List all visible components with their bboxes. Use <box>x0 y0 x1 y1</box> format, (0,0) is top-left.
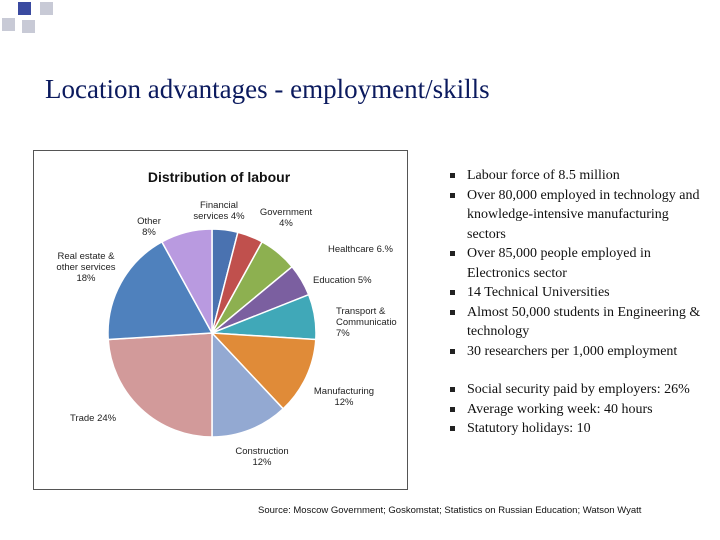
bullet-text: Over 80,000 employed in technology and knowledge-intensive manufacturing sectors <box>467 187 700 242</box>
pie-chart <box>34 151 407 489</box>
pie-label: Financial services 4% <box>193 200 245 222</box>
bullet-icon <box>450 193 455 198</box>
pie-label: Other 8% <box>137 216 161 238</box>
bullet-text: Labour force of 8.5 million <box>467 168 620 183</box>
bullet-item <box>450 342 710 362</box>
bullet-item <box>450 400 710 420</box>
bullet-icon <box>450 251 455 256</box>
pie-slice <box>108 333 212 437</box>
bullet-item <box>450 380 710 400</box>
bullet-item <box>450 166 710 186</box>
source-note: Source: Moscow Government; Goskomstat; Statistics on Russian Education; Watson Wyatt <box>258 505 642 516</box>
pie-label: Healthcare 6.% <box>328 244 393 255</box>
deco-square <box>18 2 31 15</box>
bullet-text: Over 85,000 people employed in Electronics sector <box>467 246 651 281</box>
spacer <box>450 361 710 380</box>
bullet-text: 14 Technical Universities <box>467 285 610 300</box>
pie-label: Education 5% <box>313 275 372 286</box>
pie-label: Transport & Communicatio 7% <box>336 306 397 339</box>
slide-title: Location advantages - employment/skills <box>45 74 490 104</box>
bullet-text: Statutory holidays: 10 <box>467 421 591 436</box>
bullet-item <box>450 186 710 245</box>
bullet-text: 30 researchers per 1,000 employment <box>467 343 678 359</box>
bullet-icon <box>450 349 455 354</box>
bullet-icon <box>450 407 455 412</box>
bullet-text: Almost 50,000 students in Engineering & technology <box>467 304 701 339</box>
pie-label: Real estate & other services 18% <box>56 251 116 284</box>
deco-square <box>2 18 15 31</box>
bullet-item <box>450 244 710 283</box>
pie-label: Construction 12% <box>235 446 289 468</box>
bullet-list <box>450 166 710 439</box>
chart-title: Distribution of labour <box>147 169 291 185</box>
bullet-text: Average working week: 40 hours <box>467 401 653 417</box>
bullet-text: Social security paid by employers: 26% <box>467 382 690 397</box>
decorative-squares <box>0 0 80 40</box>
pie-chart-frame <box>33 150 408 490</box>
bullet-icon <box>450 173 455 178</box>
pie-label: Government 4% <box>259 207 313 229</box>
pie-label: Trade 24% <box>70 413 117 424</box>
bullet-item <box>450 283 710 303</box>
deco-square <box>40 2 53 15</box>
pie-label: Manufacturing 12% <box>313 386 375 408</box>
bullet-item <box>450 419 710 439</box>
bullet-icon <box>450 310 455 315</box>
bullet-item <box>450 303 710 342</box>
bullet-icon <box>450 387 455 392</box>
bullet-icon <box>450 290 455 295</box>
bullet-icon <box>450 426 455 431</box>
deco-square <box>22 20 35 33</box>
